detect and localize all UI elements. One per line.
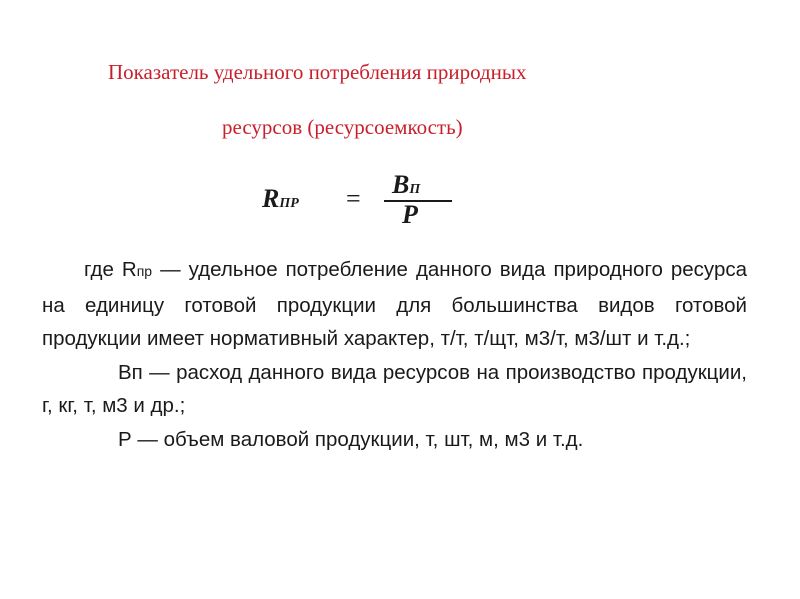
definition-r-subscript: пр (136, 263, 153, 279)
fraction-bar (384, 200, 452, 202)
formula-denominator: P (402, 200, 418, 229)
title-line-2: ресурсов (ресурсоемкость) (222, 115, 463, 139)
formula-numerator-symbol: B (392, 170, 410, 199)
definition-r (42, 253, 747, 356)
formula-numerator-subscript: П (409, 182, 421, 197)
definition-p: Р — объем валовой продукции, т, шт, м, м3 и т.д. (118, 427, 584, 451)
formula-equals: = (346, 184, 361, 213)
resource-intensity-formula (262, 170, 462, 230)
definitions-block (42, 253, 747, 456)
title-line-1: Показатель удельного потребления природных (108, 60, 527, 84)
definition-r-prefix: где R (84, 258, 137, 281)
definition-r-text: — удельное потребление данного вида природного ресурса на единицу готовой продукции для большинства видов готовой продукции имеет нормативный характер, т/т, т/щт, м3/т, м3/шт и т.д.; (42, 258, 747, 350)
formula-numerator (392, 170, 420, 200)
formula-lhs-symbol: R (262, 184, 280, 213)
formula-lhs-subscript: ПР (279, 196, 299, 211)
formula-lhs (262, 184, 299, 214)
definition-b: Вп — расход данного вида ресурсов на производство продукции, г, кг, т, м3 и др.; (42, 360, 747, 417)
